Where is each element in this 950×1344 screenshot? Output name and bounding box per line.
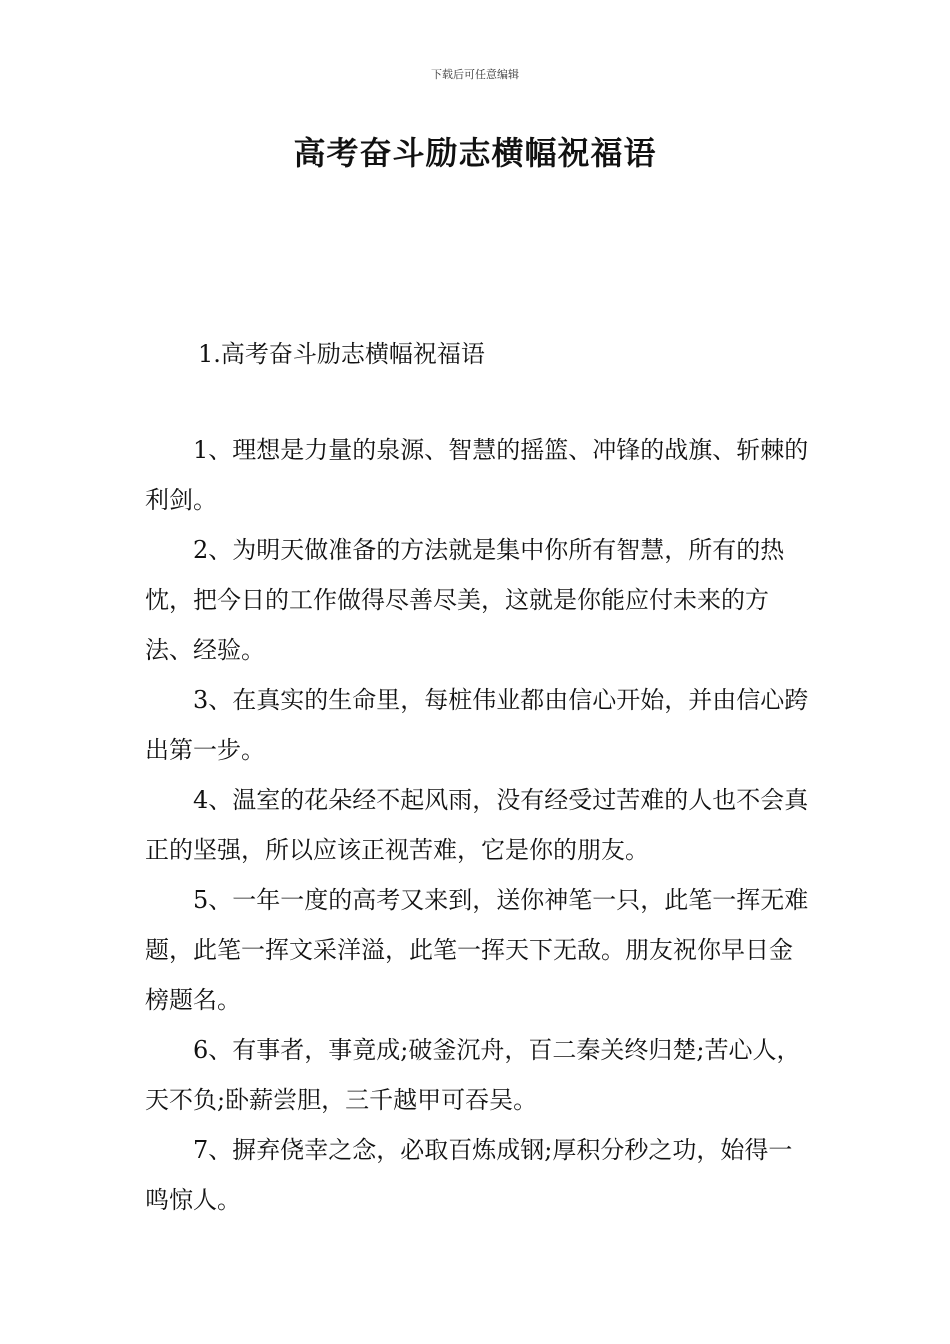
paragraph-1: 1、理想是力量的泉源、智慧的摇篮、冲锋的战旗、斩棘的利剑。 — [145, 436, 809, 514]
paragraph-5: 5、一年一度的高考又来到，送你神笔一只，此笔一挥无难题，此笔一挥文采洋溢，此笔一挥天下无敌。朋友祝你早日金榜题名。 — [145, 886, 809, 1014]
paragraph-3: 3、在真实的生命里，每桩伟业都由信心开始，并由信心跨出第一步。 — [145, 686, 809, 764]
header-note: 下载后可任意编辑 — [431, 68, 519, 81]
paragraph-2: 2、为明天做准备的方法就是集中你所有智慧，所有的热忱，把今日的工作做得尽善尽美，这就是你能应付未来的方法、经验。 — [145, 536, 785, 664]
paragraph-7: 7、摒弃侥幸之念，必取百炼成钢;厚积分秒之功，始得一鸣惊人。 — [145, 1136, 793, 1214]
section-heading: 1.高考奋斗励志横幅祝福语 — [198, 340, 485, 368]
paragraph-4: 4、温室的花朵经不起风雨，没有经受过苦难的人也不会真正的坚强，所以应该正视苦难，它是你的朋友。 — [145, 786, 809, 864]
document-title: 高考奋斗励志横幅祝福语 — [293, 134, 657, 172]
body-text — [145, 425, 813, 1225]
paragraph-6: 6、有事者，事竟成;破釜沉舟，百二秦关终归楚;苦心人，天不负;卧薪尝胆，三千越甲可吞吴。 — [145, 1036, 801, 1114]
